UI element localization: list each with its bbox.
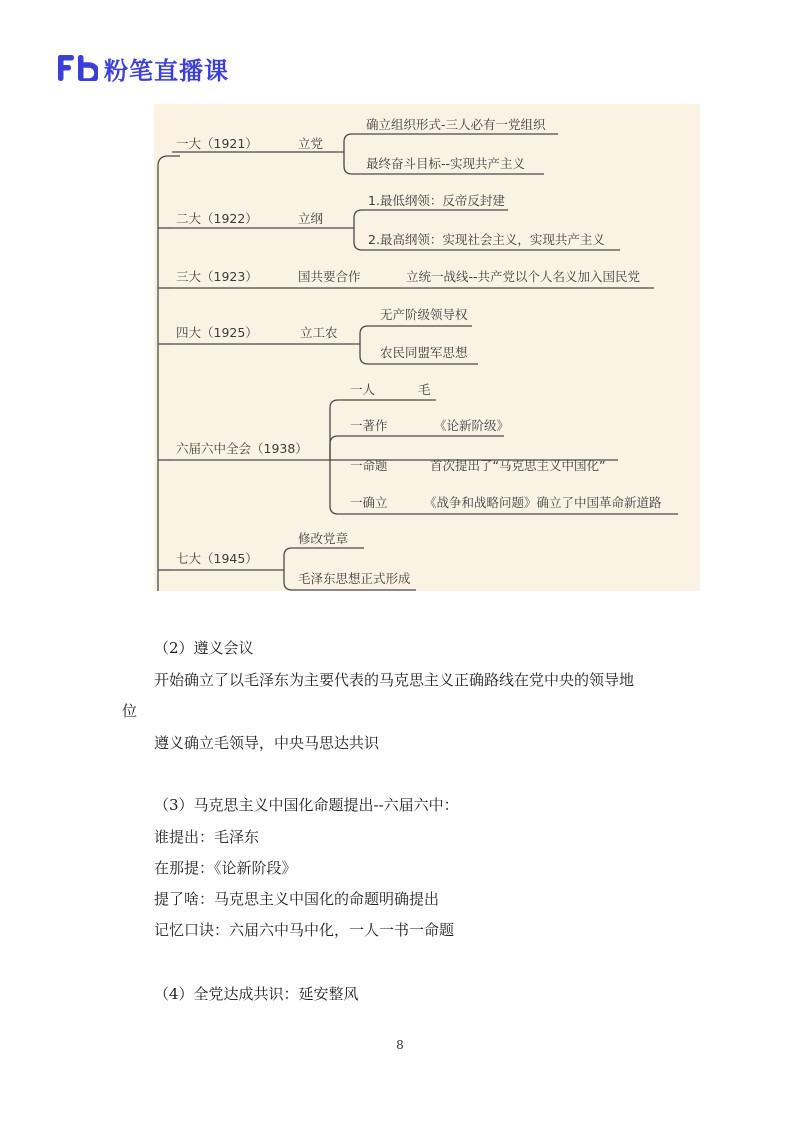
node-sixth-plenary-thesis: 首次提出了“马克思主义中国化” [430, 458, 606, 473]
node-sixth-plenary-work: 《论新阶级》 [434, 418, 510, 433]
node-sixth-plenary: 六届六中全会（1938） [176, 441, 308, 456]
brand-logo [58, 52, 229, 84]
section-2-text-line1: 开始确立了以毛泽东为主要代表的马克思主义正确路线在党中央的领导地 [154, 671, 635, 689]
cpc-congress-mindmap [154, 104, 700, 591]
node-third-congress: 三大（1923） [176, 269, 258, 284]
node-sixth-plenary-establish-label: 一确立 [350, 495, 388, 510]
node-second-congress-topic: 立纲 [298, 211, 324, 226]
node-second-congress: 二大（1922） [176, 211, 258, 226]
node-fourth-congress: 四大（1925） [176, 325, 258, 340]
section-3-where: 在那提：《论新阶段》 [154, 859, 297, 877]
section-2-text-line1-cont: 位 [122, 702, 138, 720]
node-first-congress-topic: 立党 [298, 136, 324, 151]
node-sixth-plenary-work-label: 一著作 [350, 418, 388, 433]
section-3-mnemonic: 记忆口诀：六届六中马中化，一人一书一命题 [154, 921, 455, 939]
node-first-congress: 一大（1921） [176, 136, 258, 151]
node-third-congress-detail: 立统一战线--共产党以个人名义加入国民党 [406, 269, 641, 284]
node-third-congress-topic: 国共要合作 [298, 269, 361, 284]
node-sixth-plenary-establish: 《战争和战略问题》确立了中国革命新道路 [424, 495, 662, 510]
section-3-heading: （3）马克思主义中国化命题提出--六届六中： [154, 796, 459, 814]
node-seventh-congress-charter: 修改党章 [298, 531, 349, 546]
node-second-congress-min: 1.最低纲领：反帝反封建 [368, 193, 505, 208]
section-2-text-line2: 遵义确立毛领导，中央马思达共识 [154, 734, 380, 752]
section-3-what: 提了啥：马克思主义中国化的命题明确提出 [154, 890, 440, 908]
node-fourth-congress-alliance: 农民同盟军思想 [380, 345, 468, 360]
node-sixth-plenary-thesis-label: 一命题 [350, 458, 388, 473]
node-seventh-congress: 七大（1945） [176, 551, 258, 566]
node-sixth-plenary-person-label: 一人 [350, 382, 376, 397]
node-sixth-plenary-person: 毛 [418, 382, 431, 397]
section-2-heading: （2）遵义会议 [154, 639, 254, 657]
section-4-heading: （4）全党达成共识：延安整风 [154, 985, 359, 1003]
node-seventh-congress-mao-thought: 毛泽东思想正式形成 [298, 571, 411, 586]
section-3-who: 谁提出：毛泽东 [154, 828, 260, 846]
node-fourth-congress-leadership: 无产阶级领导权 [380, 307, 468, 322]
brand-name: 粉笔直播课 [104, 56, 229, 85]
page-number: 8 [396, 1038, 404, 1052]
node-first-congress-org: 确立组织形式-三人必有一党组织 [366, 117, 546, 132]
node-fourth-congress-topic: 立工农 [300, 325, 338, 340]
fenbi-logo-icon [58, 55, 98, 81]
node-first-congress-goal: 最终奋斗目标--实现共产主义 [366, 156, 526, 171]
node-second-congress-max: 2.最高纲领：实现社会主义，实现共产主义 [368, 232, 605, 247]
